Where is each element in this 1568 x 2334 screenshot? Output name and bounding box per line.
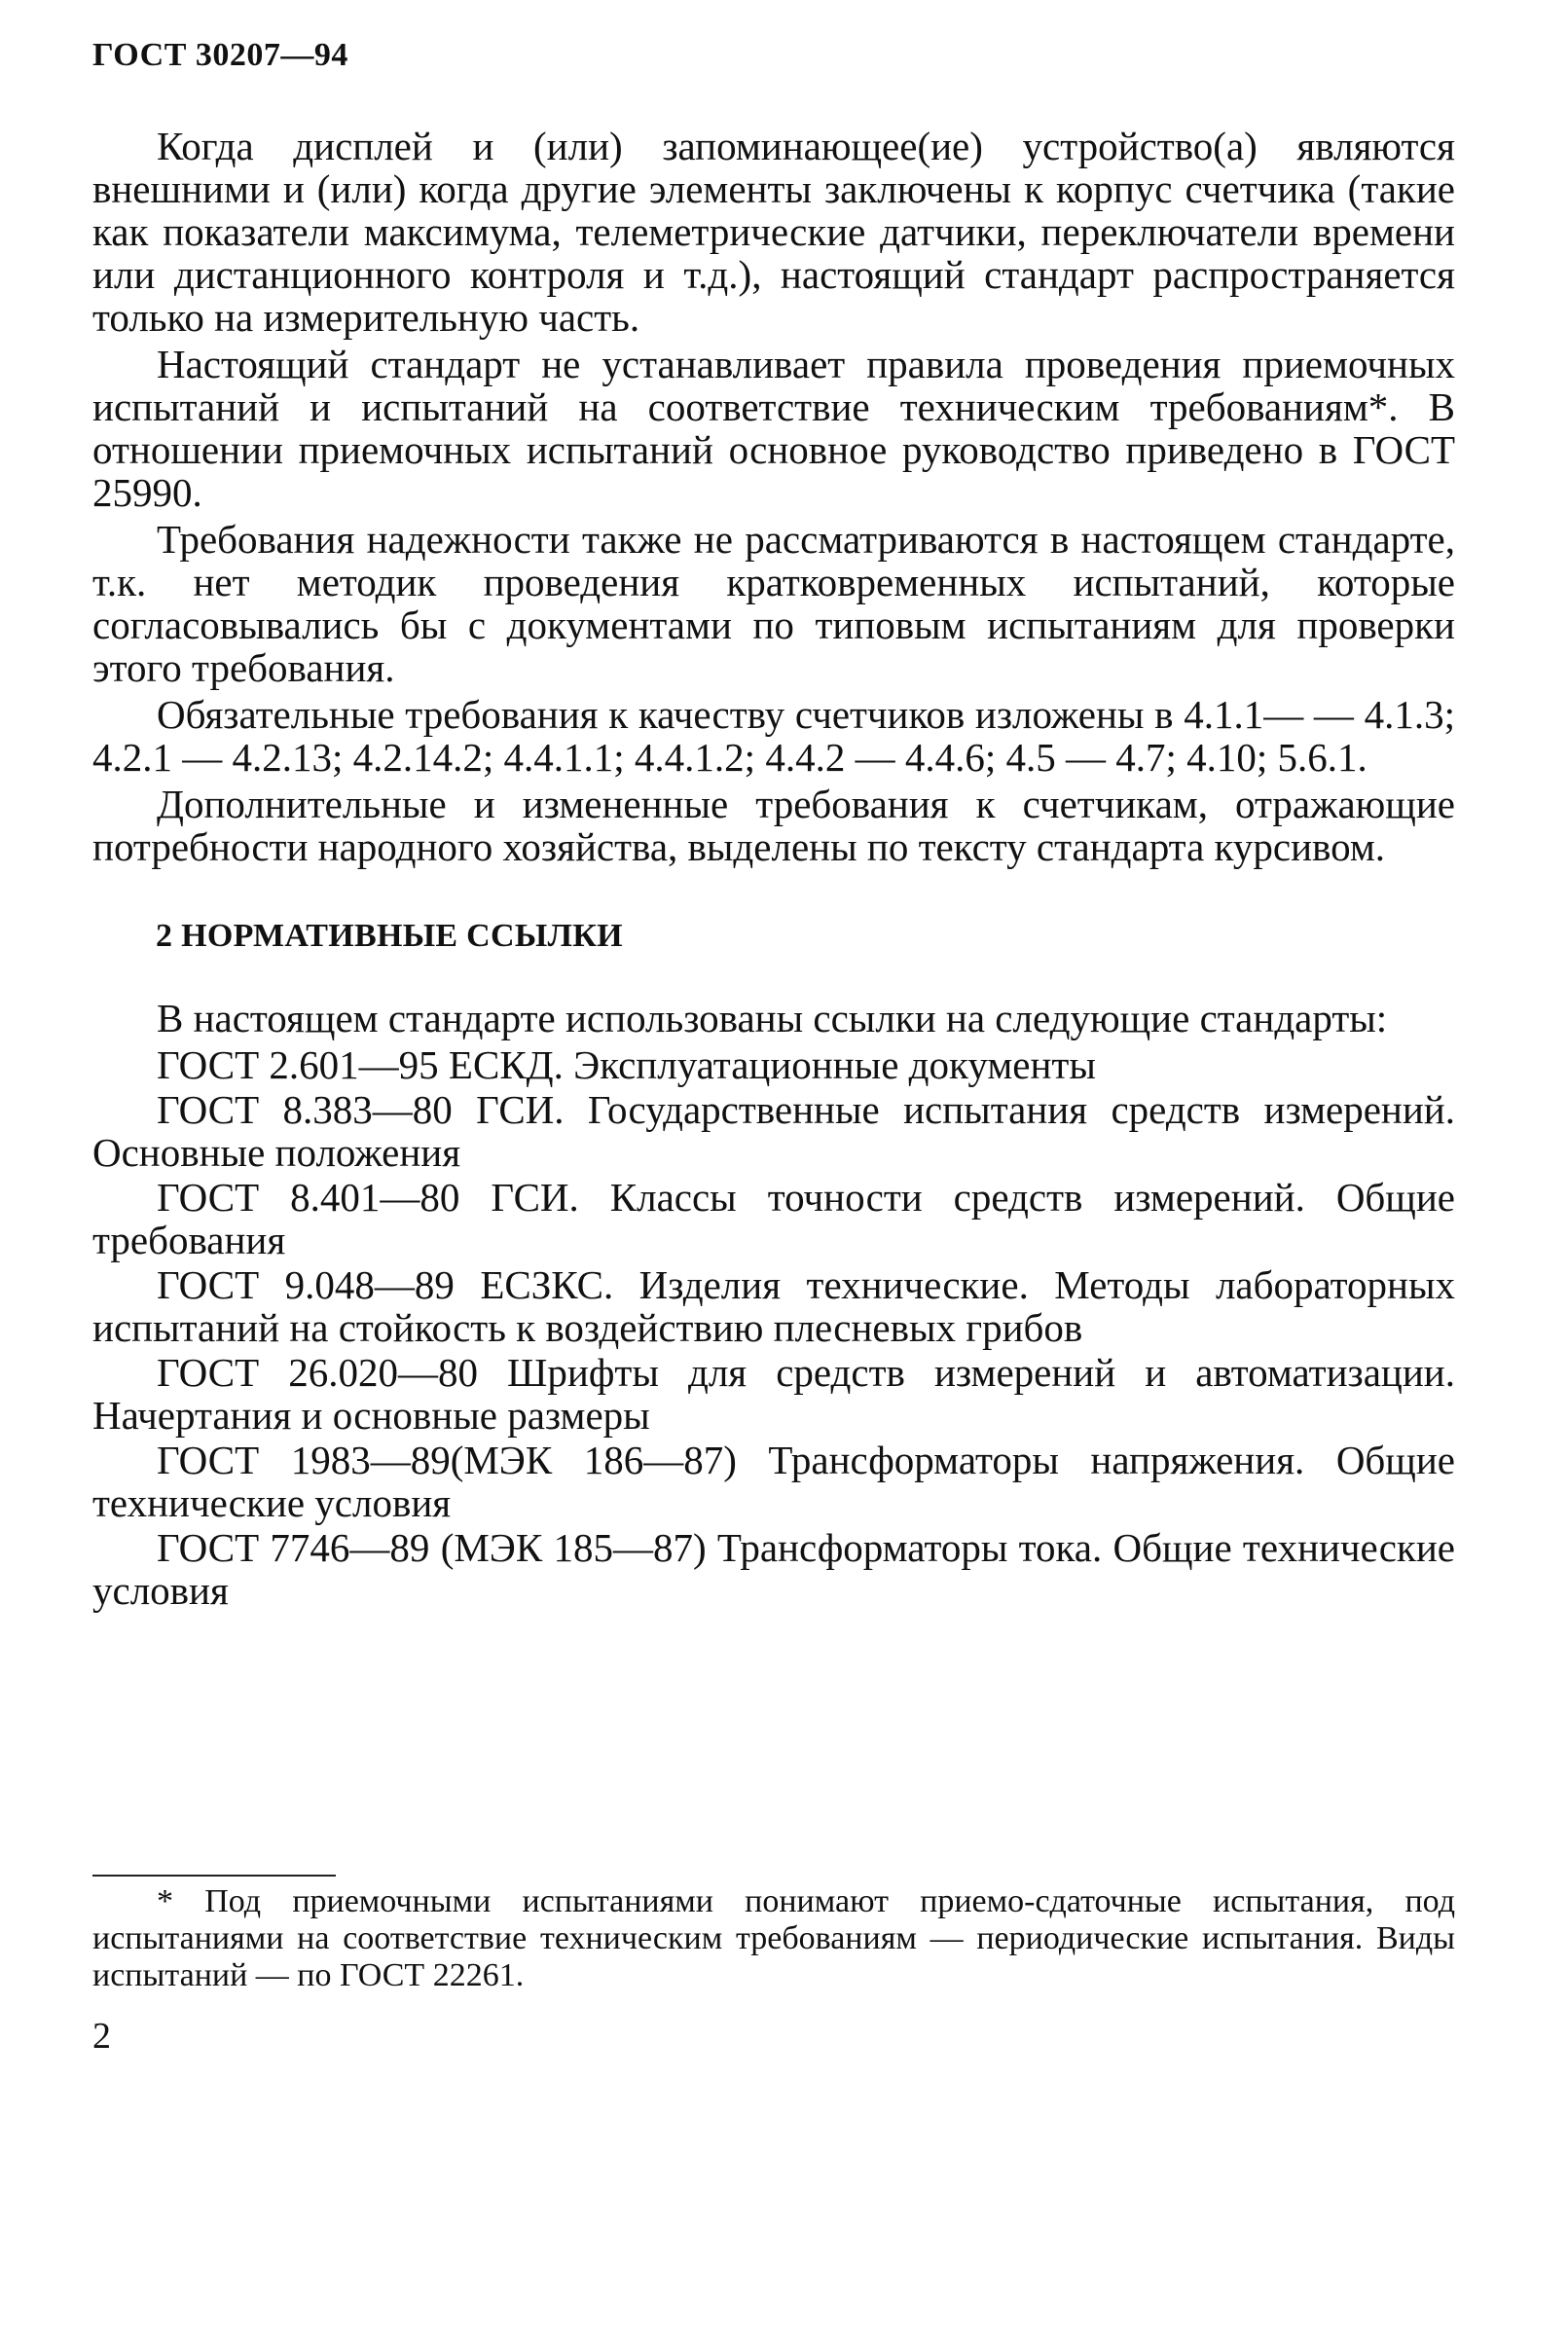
footnote-divider <box>92 1875 336 1877</box>
paragraph-scope-display: Когда дисплей и (или) запоминающее(ие) устройство(а) являются внешними и (или) когда другие элементы заключены к корпус счетчика (такие как показатели максимума, телеметрические датчики, переключатели времени или дистанционного контроля и т.д.), настоящий стандарт распространяется только на измерительную часть. <box>92 124 1455 340</box>
paragraph-reliability: Требования надежности также не рассматриваются в настоящем стандарте, т.к. нет методик проведения кратковременных испытаний, которые согласовывались бы с документами по типовым испытаниям для проверки этого требования. <box>92 517 1455 690</box>
footnote: * Под приемочными испытаниями понимают приемо-сдаточные испытания, под испытаниями на соответствие техническим требованиям — периодические испытания. Виды испытаний — по ГОСТ 22261. <box>92 1883 1455 1993</box>
main-content <box>92 125 1455 1614</box>
reference-item: ГОСТ 1983—89(МЭК 186—87) Трансформаторы напряжения. Общие технические условия <box>92 1438 1455 1525</box>
reference-item: ГОСТ 9.048—89 ЕСЗКС. Изделия технические. Методы лабораторных испытаний на стойкость к воздействию плесневых грибов <box>92 1262 1455 1350</box>
reference-item: ГОСТ 2.601—95 ЕСКД. Эксплуатационные документы <box>157 1042 1096 1087</box>
paragraph-mandatory-requirements: Обязательные требования к качеству счетчиков изложены в 4.1.1— — 4.1.3; 4.2.1 — 4.2.13; 4.2.14.2; 4.4.1.1; 4.4.1.2; 4.4.2 — 4.4.6; 4.5 — 4.7; 4.10; 5.6.1. <box>92 692 1455 780</box>
reference-item: ГОСТ 26.020—80 Шрифты для средств измерений и автоматизации. Начертания и основные размеры <box>92 1350 1455 1438</box>
paragraph-additional-requirements: Дополнительные и измененные требования к счетчикам, отражающие потребности народного хозяйства, выделены по тексту стандарта курсивом. <box>92 782 1455 869</box>
section-title: 2 НОРМАТИВНЫЕ ССЫЛКИ <box>156 918 623 954</box>
reference-item: ГОСТ 7746—89 (МЭК 185—87) Трансформаторы тока. Общие технические условия <box>92 1525 1455 1613</box>
section-intro: В настоящем стандарте использованы ссылки на следующие стандарты: <box>157 996 1388 1040</box>
reference-list <box>92 1043 1455 1612</box>
paragraph-acceptance-tests: Настоящий стандарт не устанавливает правила проведения приемочных испытаний и испытаний на соответствие техническим требованиям*. В отношении приемочных испытаний основное руководство приведено в ГОСТ 25990. <box>92 342 1455 515</box>
reference-item: ГОСТ 8.401—80 ГСИ. Классы точности средств измерений. Общие требования <box>92 1175 1455 1262</box>
page-number: 2 <box>92 2016 111 2057</box>
reference-item: ГОСТ 8.383—80 ГСИ. Государственные испытания средств измерений. Основные положения <box>92 1087 1455 1175</box>
page-header: ГОСТ 30207—94 <box>92 37 348 73</box>
